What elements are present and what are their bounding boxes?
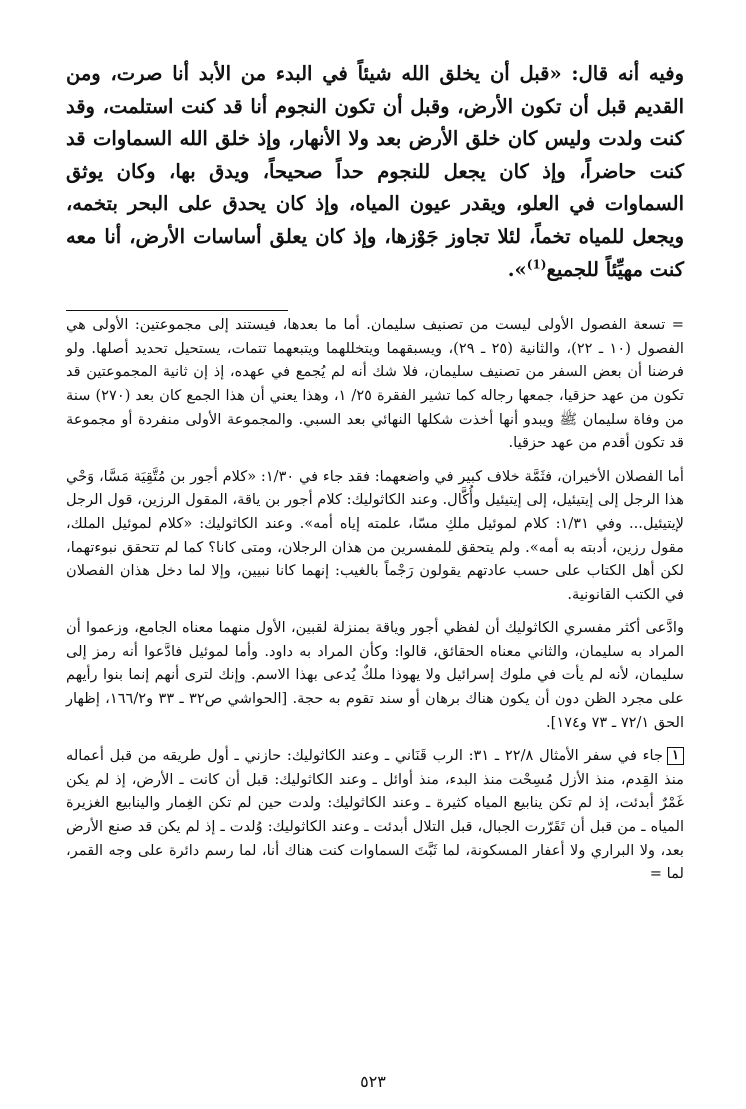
book-page xyxy=(66,58,684,1088)
footnote-1-text: جاء في سفر الأمثال ٢٢/٨ ـ ٣١: الرب قَنَاني ـ وعند الكاثوليك: حازني ـ أول طريقه من قبل أعماله منذ القِدم، منذ الأزل مُسِحْت منذ البدء، منذ أوائل ـ وعند الكاثوليك: قبل أن كانت ـ الأرض، إذ لم يكن غَمْرٌ أبدئت، إذ لم تكن ينابيع المياه كثيرة ـ وعند الكاثوليك: ولدت حين لم تكن الغِمار والينابيع الغزيرة المياه ـ من قبل أن تَقَرّرت الجبال، قبل التلال أبدئت ـ وعند الكاثوليك: وُلدت ـ إذ لم يكن قد صنع الأرض بعد، ولا البراري ولا أعفار المسكونة، لما ثَبَّتَ السماوات كنت هناك أنا، لما رسم دائرة على وجه القمر، لما = xyxy=(66,747,684,883)
footnote-separator-wrap xyxy=(66,286,684,287)
footnotes xyxy=(66,313,684,886)
footnote-number-box: ١ xyxy=(667,747,684,765)
footnote-reference: (1) xyxy=(526,257,547,272)
footnote-paragraph-2: أما الفصلان الأخيران، فثَمَّة خلاف كبير في واضعهما: فقد جاء في ١/٣٠: «كلام أجور بن مُتَّقِيَة مَسَّا، وَحْي هذا الرجل إلى إيتيئيل، إلى إيتيئيل وأُكَّال. وعند الكاثوليك: كلام أجور بن ياقة، المقول الرزين، قول الرجل لإيتيئيل... وفي ١/٣١: كلام لموئيل ملكِ مسّا، علمته إياه أمه». وعند الكاثوليك: «كلام لموئيل الملك، مقول رزين، أدبته به أمه». ولم يتحقق للمفسرين من هذان الرجلان، ومتى كانا؟ كما لم تتحقق نبوءتهما، لكن أهل الكتاب على حسب عادتهم يقولون رَجْماً بالغيب: إنهما كانا نبيين، وإلا لما دخل هذان الفصلان في الكتب القانونية. xyxy=(66,467,684,603)
main-paragraph xyxy=(66,58,684,286)
footnote-paragraph-3: وادَّعى أكثر مفسري الكاثوليك أن لفظي أجور وياقة بمنزلة لقبين، الأول منهما معناه الجامع، وزعموا أن المراد به سليمان، والثاني معناه الحقائق، قالوا: وكأن المراد به داود. وأما لموئيل فادَّعوا أنه رمز إلى سليمان، لأنه لم يأت في ملوك إسرائيل ولا يهوذا ملكٌ يُدعى بهذا الاسم. وإنك لترى أنهم إنما بنوا رأيهم على مجرد الظن دون أن يكون هناك برهان أو سند تقوم به حجة. [الحواشي ص٣٢ ـ ٣٣ و١٦٦/٢، إظهار الحق ٧٢/١ ـ ٧٣ و١٧٤]. xyxy=(66,619,684,731)
main-paragraph-end: ». xyxy=(507,257,527,281)
footnote-1 xyxy=(66,744,684,886)
page-number: ٥٢٣ xyxy=(360,1072,386,1091)
footnote-continuation: = تسعة الفصول الأولى ليست من تصنيف سليمان. أما ما بعدها، فيستند إلى مجموعتين: الأولى هي الفصول (١٠ ـ ٢٢)، والثانية (٢٥ ـ ٢٩)، ويسبقهما ويتخللهما ويتبعهما تتمات، يستحيل تحديد أصلها. ولو فرضنا أن بعض السفر من تصنيف سليمان، فلا شك أنه لم يُجمع في عهده، إذ إن ثانية المجموعتين قد تكون من عهد حزقيا، جمعها رجاله كما تشير الفقرة ٢٥/ ١، وهذا يعني أن هذا الجمع كان بعد (٢٧٠) سنة من وفاة سليمان ﷺ ويبدو أنها أخذت شكلها النهائي بعد السبي. والمجموعة الأولى منفردة أو مجموعة قد تكون أقدم من عهد حزقيا. xyxy=(66,316,684,452)
main-paragraph-text: وفيه أنه قال: «قبل أن يخلق الله شيئاً في البدء من الأبد أنا صرت، ومن القديم قبل أن تكون الأرض، وقبل أن تكون النجوم أنا قد كنت استلمت، وقد كنت ولدت وليس كان خلق الأرض بعد ولا الأنهار، وإذ خلق الله السماوات قد كنت حاضراً، وإذ كان يجعل للنجوم حداً صحيحاً، ويدق بها، وكان يوثق السماوات في العلو، ويقدر عيون المياه، وإذ كان يحدق على البحر بتخمه، ويجعل للمياه تخماً، لئلا تجاوز جَوْزها، وإذ كان يعلق أساسات الأرض، أنا معه كنت مهيِّئاً للجميع xyxy=(66,62,684,281)
footnote-separator xyxy=(66,310,288,311)
